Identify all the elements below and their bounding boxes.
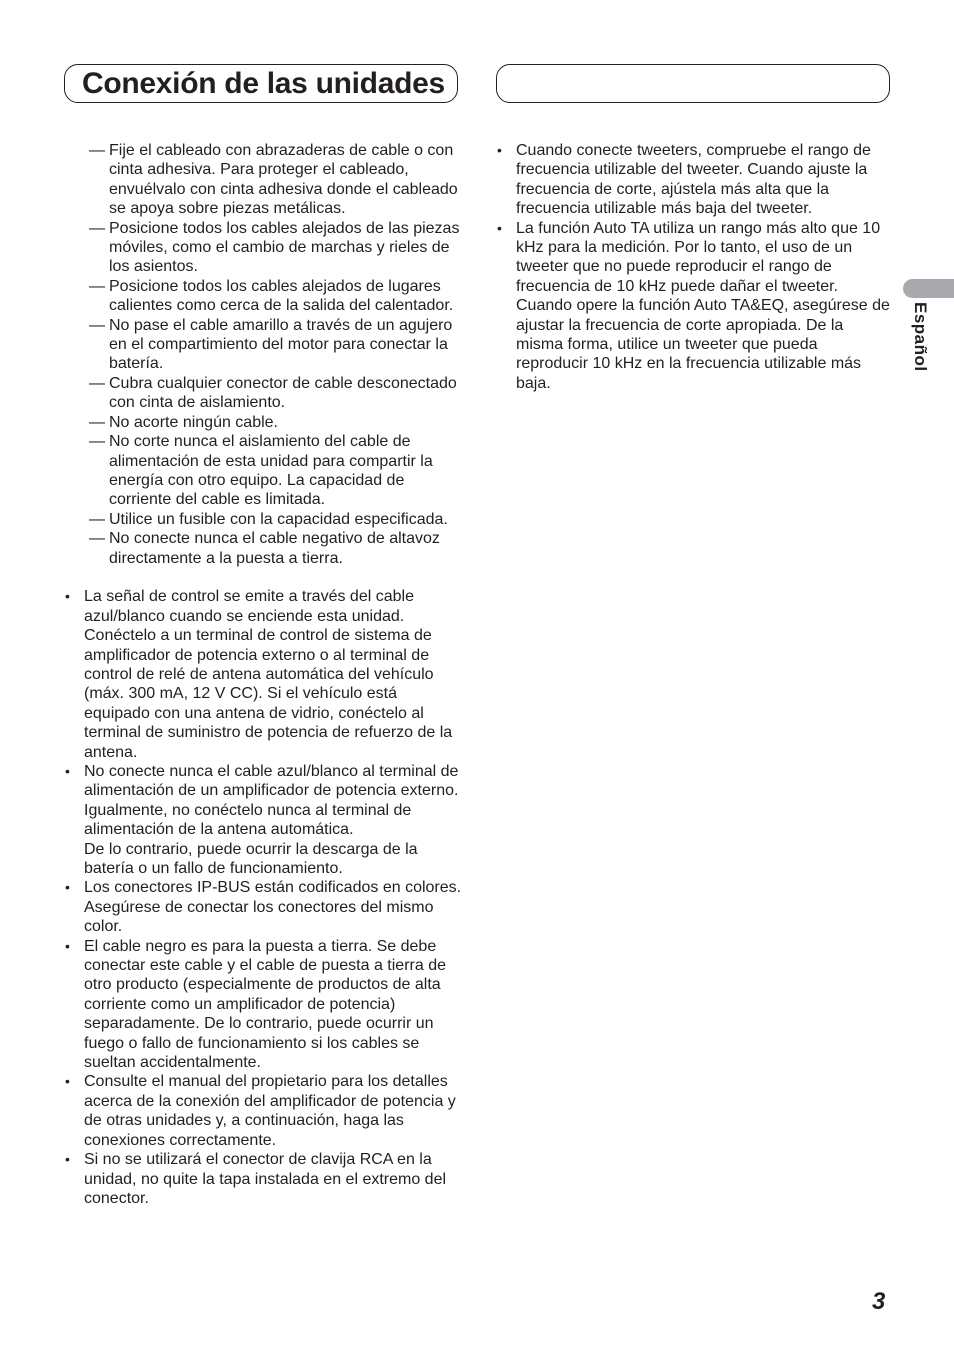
bullet-icon: • — [65, 1151, 70, 1168]
list-item: — Posicione todos los cables alejados de lugares calientes como cerca de la salida del calentador. — [89, 277, 454, 315]
dash-icon: — — [89, 374, 105, 392]
list-item: • Consulte el manual del propietario para los detalles acerca de la conexión del amplificador de potencia y de otras unidades y, a continuación, haga las conexiones correctamente. — [65, 1073, 456, 1149]
list-item: — Utilice un fusible con la capacidad especificada. — [89, 510, 448, 528]
language-label: Español — [911, 302, 930, 372]
bullet-icon: • — [65, 937, 70, 954]
list-item: • El cable negro es para la puesta a tierra. Se debe conectar este cable y el cable de puesta a tierra de otro producto (especialmente de productos de alta corriente como un amplificador de potencia) separadamente. De lo contrario, puede ocurrir un fuego o fallo de funcionamiento si los cables se sueltan accidentalmente. — [65, 937, 446, 1072]
right-column — [496, 141, 891, 393]
list-item: — No corte nunca el aislamiento del cable de alimentación de esta unidad para compartir la energía con otro equipo. La capacidad de corriente del cable es limitada. — [89, 433, 433, 509]
page-title: Conexión de las unidades — [82, 67, 445, 100]
bullet-icon: • — [65, 1073, 70, 1090]
list-item: • Cuando conecte tweeters, compruebe el rango de frecuencia utilizable del tweeter. Cuando ajuste la frecuencia de corte, ajústela más alta que la frecuencia utilizable más baja del tweeter. — [497, 142, 871, 218]
dash-icon: — — [89, 142, 105, 159]
bullet-icon: • — [497, 219, 502, 236]
list-item: — Cubra cualquier conector de cable desconectado con cinta de aislamiento. — [89, 374, 457, 412]
bullet-list — [496, 141, 891, 393]
empty-header-frame — [496, 64, 890, 103]
list-item: • No conecte nunca el cable azul/blanco al terminal de alimentación de un amplificador de potencia externo. Igualmente, no conéctelo nunca al terminal de alimentación de la antena automática. De lo contrario, puede ocurrir la descarga de la batería o un fallo de funcionamiento. — [65, 762, 459, 878]
list-item: • Si no se utilizará el conector de clavija RCA en la unidad, no quite la tapa instalada en el extremo del conector. — [65, 1151, 447, 1207]
list-item: — No pase el cable amarillo a través de un agujero en el compartimiento del motor para conectar la batería. — [89, 316, 453, 373]
dash-icon: — — [89, 219, 105, 237]
list-item: — No acorte ningún cable. — [89, 413, 278, 431]
left-column — [64, 141, 464, 1208]
dash-icon: — — [89, 277, 105, 295]
bullet-icon: • — [65, 588, 70, 605]
list-item: • La función Auto TA utiliza un rango más alto que 10 kHz para la medición. Por lo tanto, el uso de un tweeter que no puede reproducir el rango de frecuencia de 10 kHz puede dañar el tweeter. Cuando opere la función Auto TA&EQ, asegúrese de ajustar la frecuencia de corte apropiada. De la misma forma, utilice un tweeter que pueda reproducir 10 kHz en la frecuencia utilizable más baja. — [497, 219, 890, 392]
bullet-icon: • — [65, 879, 70, 896]
dash-icon: — — [89, 530, 105, 548]
dash-icon: — — [89, 510, 105, 528]
list-item: — Fije el cableado con abrazaderas de cable o con cinta adhesiva. Para proteger el cableado, envuélvalo con cinta adhesiva donde el cableado se apoya sobre piezas metálicas. — [89, 142, 458, 218]
dash-icon: — — [89, 433, 105, 451]
bullet-list — [64, 587, 464, 1208]
list-item: — Posicione todos los cables alejados de las piezas móviles, como el cambio de marchas y rieles de los asientos. — [89, 219, 460, 276]
bullet-icon: • — [497, 142, 502, 158]
dash-icon: — — [89, 413, 105, 431]
list-item: • La señal de control se emite a través del cable azul/blanco cuando se enciende esta unidad. Conéctelo a un terminal de control de sistema de amplificador de potencia externo o al terminal de control de relé de antena automática del vehículo (máx. 300 mA, 12 V CC). Si el vehículo está equipado con una antena de vidrio, conéctelo al terminal de suministro de potencia de refuerzo de la antena. — [65, 588, 453, 761]
bullet-icon: • — [65, 762, 70, 779]
list-item: • Los conectores IP-BUS están codificados en colores. Asegúrese de conectar los conectores del mismo color. — [65, 879, 462, 936]
list-item: — No conecte nunca el cable negativo de altavoz directamente a la puesta a tierra. — [89, 530, 440, 567]
dash-icon: — — [89, 316, 105, 334]
page-number: 3 — [872, 1288, 886, 1315]
dash-list — [64, 141, 464, 568]
language-tab — [903, 279, 954, 298]
